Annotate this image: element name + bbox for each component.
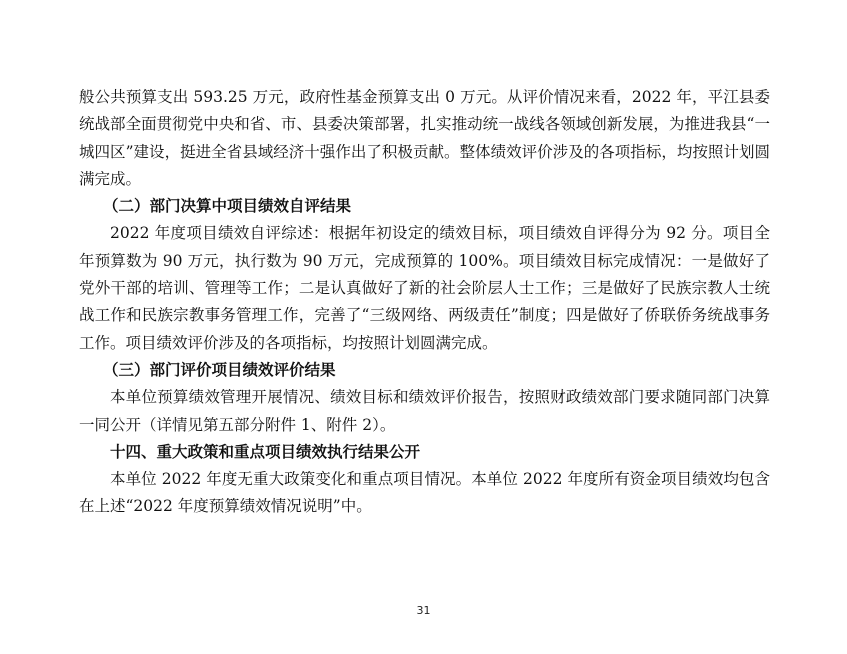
heading-department-evaluation: （三）部门评价项目绩效评价结果 xyxy=(103,360,336,379)
paragraph-overall-evaluation: 般公共预算支出 593.25 万元，政府性基金预算支出 0 万元。从评价情况来看，2022 年，平江县委统战部全面贯彻党中央和省、市、县委决策部署，扎实推动统一战线各领域创新发展，为推进我县“一城四区”建设，挺进全省县域经济十强作出了积极贡献。整体绩效评价涉及的各项指标，均按照计划圆满完成。 xyxy=(79,88,770,188)
paragraph-department-evaluation: 本单位预算绩效管理开展情况、绩效目标和绩效评价报告，按照财政绩效部门要求随同部门决算一同公开（详情见第五部分附件 1、附件 2）。 xyxy=(79,388,770,434)
paragraph-major-policy: 本单位 2022 年度无重大政策变化和重点项目情况。本单位 2022 年度所有资金项目绩效均包含在上述“2022 年度预算绩效情况说明”中。 xyxy=(79,470,770,516)
document-body xyxy=(79,84,770,521)
page-number: 31 xyxy=(416,604,431,617)
heading-project-self-evaluation: （二）部门决算中项目绩效自评结果 xyxy=(103,197,352,216)
heading-section-fourteen: 十四、重大政策和重点项目绩效执行结果公开 xyxy=(110,442,421,461)
paragraph-project-self-evaluation: 2022 年度项目绩效自评综述：根据年初设定的绩效目标，项目绩效自评得分为 92 分。项目全年预算数为 90 万元，执行数为 90 万元，完成预算的 100%。项目绩效目标完成情况：一是做好了党外干部的培训、管理等工作；二是认真做好了新的社会阶层人士工作；三是做好了民族宗教人士统战工作和民族宗教事务管理工作，完善了“三级网络、两级责任”制度；四是做好了侨联侨务统战事务工作。项目绩效评价涉及的各项指标，均按照计划圆满完成。 xyxy=(79,224,770,352)
